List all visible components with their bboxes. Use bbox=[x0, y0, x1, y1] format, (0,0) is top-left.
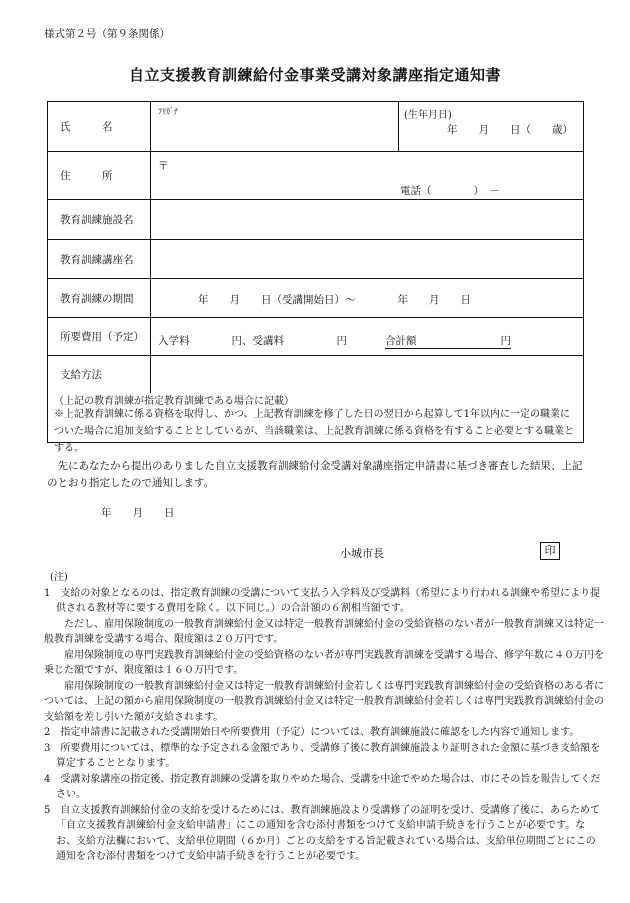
cost-label: 所要費用（予定） bbox=[48, 318, 151, 355]
issue-date-line: 年 月 日 bbox=[101, 507, 175, 519]
note-2: 2 指定申請書に記載された受講開始日や所要費用（予定）については、教育訓練施設に確認をした内容で通知します。 bbox=[44, 727, 580, 738]
postal-mark: 〒 bbox=[158, 160, 169, 172]
course-label: 教育訓練講座名 bbox=[48, 240, 151, 278]
birth-label: (生年月日) bbox=[404, 110, 452, 121]
name-label: 氏 名 bbox=[48, 102, 151, 151]
notes-section bbox=[44, 570, 604, 865]
note-1b: 雇用保険制度の専門実践教育訓練給付金の受給資格のない者が専門実践教育訓練を受講する場合、修学年数に４０万円を乗じた額ですが、限度額は１６０万円です。 bbox=[44, 649, 604, 676]
method-row bbox=[48, 356, 583, 393]
birth-date-line: 年 月 日（ 歳） bbox=[447, 124, 573, 136]
cost-total: 合計額 円 bbox=[385, 335, 511, 347]
cost-value: 入学料 円、受講料 円 bbox=[158, 335, 347, 347]
note-1c: 雇用保険制度の一般教育訓練給付金又は特定一般教育訓練給付金若しくは専門実践教育訓練給付金の受給資格のある者については、上記の額から雇用保険制度の一般教育訓練給付金又は特定一般教育訓練給付金若しくは専門実践教育訓練給付金の支給額を差し引いた額が支給されます。 bbox=[44, 680, 604, 723]
facility-label: 教育訓練施設名 bbox=[48, 200, 151, 239]
period-value: 年 月 日（受講開始日）～ 年 月 日 bbox=[198, 294, 471, 306]
note-3: 3 所要費用については、標準的な予定される金額であり、受講修了後に教育訓練施設より証明された金額に基づき支給額を算定することとなります。 bbox=[44, 742, 601, 769]
designation-table bbox=[47, 101, 584, 454]
furigana-label: ﾌﾘｶﾞﾅ bbox=[158, 107, 178, 116]
form-number: 様式第２号（第９条関係） bbox=[44, 28, 170, 40]
note-hint: （上記の教育訓練が指定教育訓練である場合に記載） bbox=[54, 396, 294, 407]
facility-row bbox=[48, 200, 583, 240]
phone-line: 電話（ ） － bbox=[400, 185, 500, 197]
mayor-name: 小城市長 bbox=[340, 547, 384, 560]
note-1: 1 支給の対象となるのは、指定教育訓練の受講について支払う入学料及び受講料（希望により行われる訓練や希望により提供される教材等に要する費用を除く。以下同じ。）の合計額の６割相当額です。 bbox=[44, 587, 601, 614]
birth-divider bbox=[398, 102, 399, 151]
body-text: 先にあなたから提出のありました自立支援教育訓練給付金受講対象講座指定申請書に基づき審査した結果、上記のとおり指定したので通知します。 bbox=[47, 460, 583, 489]
cost-row bbox=[48, 318, 583, 356]
name-row bbox=[48, 102, 583, 152]
note-text: ※上記教育訓練に係る資格を取得し、かつ、上記教育訓練を修了した日の翌日から起算して1年以内に一定の職業についた場合に追加支給することとしているが、当該職業は、上記教育訓練に係る資格を有すること必要とする職業とする。 bbox=[54, 409, 574, 454]
seal-mark: 印 bbox=[540, 542, 560, 560]
period-row bbox=[48, 279, 583, 318]
period-label: 教育訓練の期間 bbox=[48, 279, 151, 317]
notes-heading: (注) bbox=[50, 572, 68, 583]
note-1a: ただし、雇用保険制度の一般教育訓練給付金又は特定一般教育訓練給付金の受給資格のない者が一般教育訓練又は特定一般教育訓練を受講する場合、限度額は２０万円です。 bbox=[44, 618, 604, 645]
course-row bbox=[48, 240, 583, 279]
note-5: 5 自立支援教育訓練給付金の支給を受けるためには、教育訓練施設より受講修了の証明を受け、受講修了後に、あらためて「自立支援教育訓練給付金支給申請書」にこの通知を含む添付書類をつけて支給申請手続きを行うことが必要です。なお、支給方法欄において、支給単位期間（６か月）ごとの支給をする旨記載されている場合は、支給単位期間ごとにこの通知を含む添付書類をつけて支給申請手続きを行うことが必要です。 bbox=[44, 804, 600, 862]
note-4: 4 受講対象講座の指定後、指定教育訓練の受講を取りやめた場合、受講を中途でやめた場合は、市にその旨を報告してください。 bbox=[44, 773, 601, 800]
address-label: 住 所 bbox=[48, 152, 151, 199]
address-row bbox=[48, 152, 583, 200]
page-title: 自立支援教育訓練給付金事業受講対象講座指定通知書 bbox=[128, 66, 501, 84]
method-label: 支給方法 bbox=[48, 356, 151, 393]
